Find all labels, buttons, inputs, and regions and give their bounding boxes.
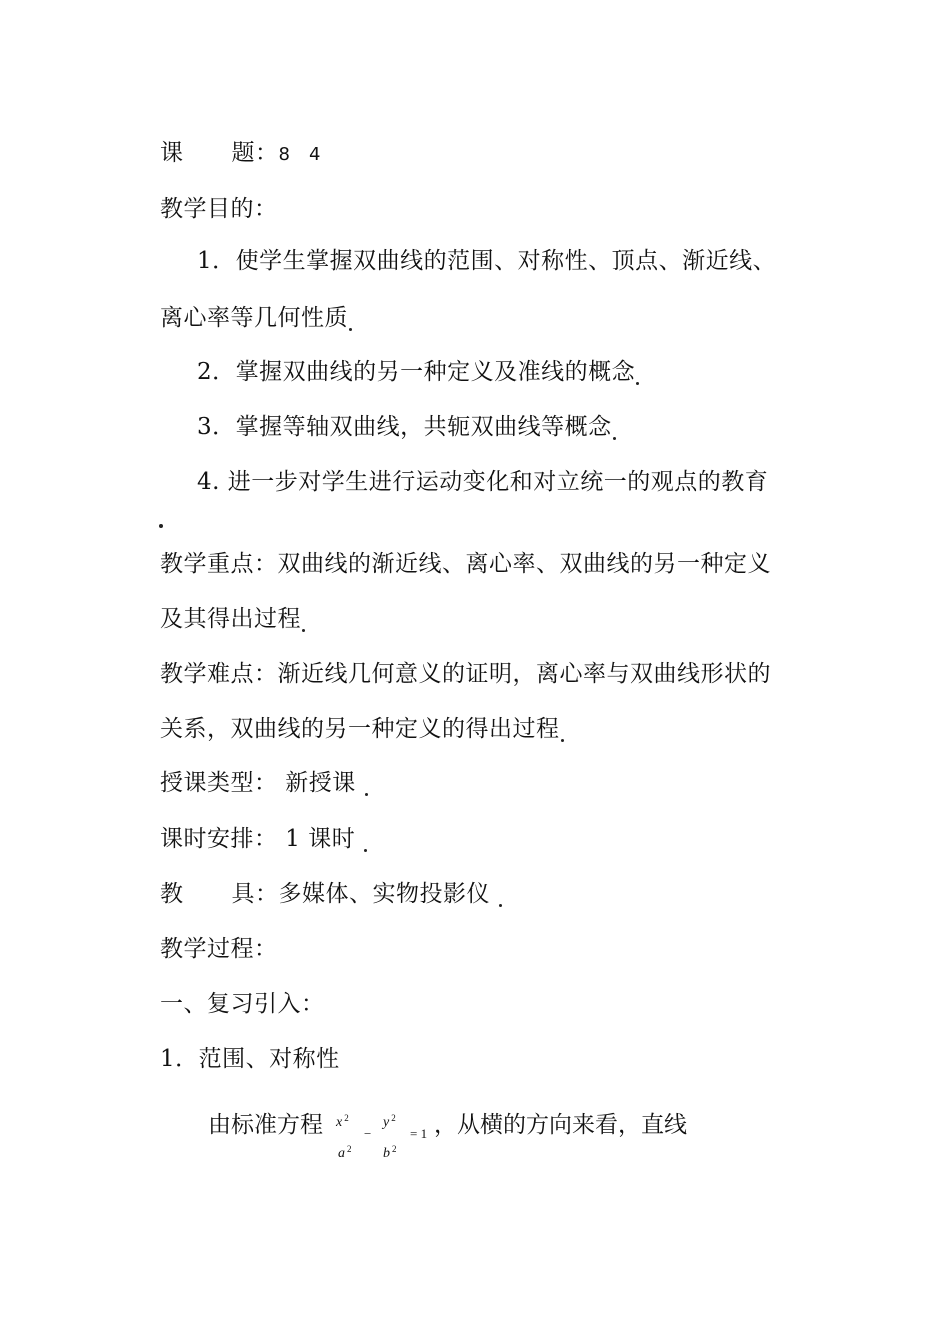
section-1-heading: 一、复习引入：	[160, 991, 325, 1017]
topic-line	[160, 138, 321, 170]
minus-sign: −	[364, 1126, 372, 1141]
objectives-heading: 教学目的：	[160, 196, 278, 222]
frac-b-den: b $^2$	[383, 1144, 397, 1161]
difficulties-line-1: 教学难点：渐近线几何意义的证明，离心率与双曲线形状的	[160, 661, 771, 687]
lesson-type: 授课类型： 新授课	[160, 768, 368, 798]
objective-1-line-1: 1．使学生掌握双曲线的范围、对称性、顶点、渐近线、	[197, 248, 777, 274]
key-points-line-1: 教学重点：双曲线的渐近线、离心率、双曲线的另一种定义	[160, 551, 771, 577]
frac-a-den: a $^2$	[338, 1144, 352, 1161]
frac-y-num: y $^2$	[383, 1113, 396, 1130]
subsection-1-heading: 1．范围、对称性	[160, 1046, 340, 1072]
topic-value: 8 4	[278, 144, 321, 165]
equals-one: = 1	[410, 1126, 428, 1141]
stray-dot	[159, 524, 163, 528]
topic-label-1: 课	[160, 140, 184, 166]
equation-suffix: ，从横的方向来看，直线	[434, 1112, 687, 1138]
objective-1-line-2: 离心率等几何性质	[160, 303, 352, 333]
process-heading: 教学过程：	[160, 936, 278, 962]
difficulties-line-2: 关系，双曲线的另一种定义的得出过程	[160, 714, 564, 744]
topic-label-2: 题：	[231, 140, 279, 166]
key-points-line-2: 及其得出过程	[160, 604, 305, 634]
equation-prefix: 由标准方程	[208, 1112, 323, 1138]
frac-x-num: x $^2$	[336, 1113, 349, 1130]
objective-4: 4. 进一步对学生进行运动变化和对立统一的观点的教育	[197, 469, 769, 495]
objective-3: 3．掌握等轴双曲线，共轭双曲线等概念	[197, 412, 616, 442]
schedule: 课时安排： 1 课时	[160, 824, 367, 854]
tools-line: 教 具：多媒体、实物投影仪	[160, 879, 502, 909]
objective-2: 2．掌握双曲线的另一种定义及准线的概念	[197, 357, 639, 387]
